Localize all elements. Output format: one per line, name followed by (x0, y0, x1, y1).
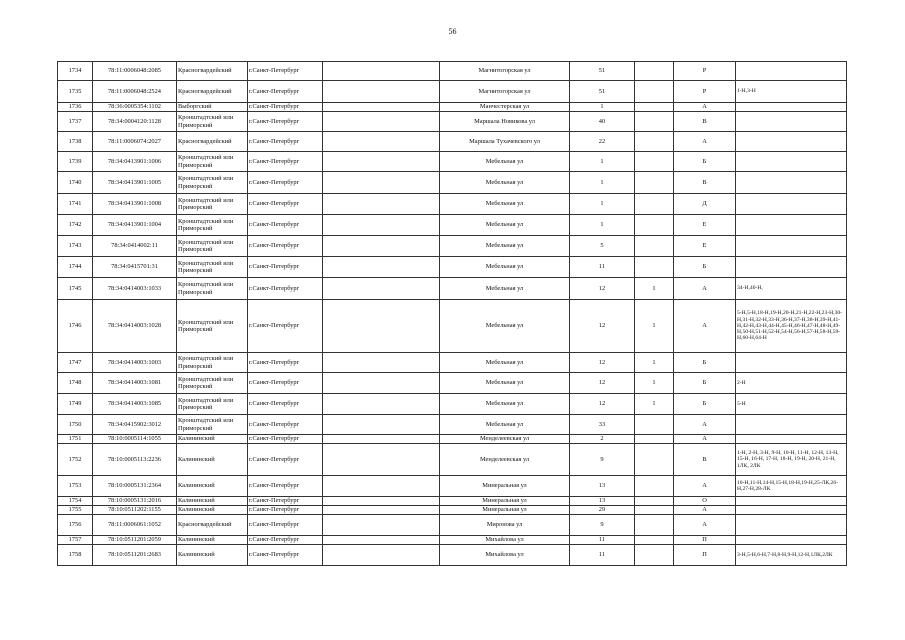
street-cell: Мебельная ул (440, 394, 570, 415)
cadastral-number-cell: 78:34:0415902:3012 (93, 415, 177, 435)
premises-cell (736, 506, 847, 515)
street-cell: Мебельная ул (440, 172, 570, 194)
table-row (58, 373, 847, 394)
registry-table-body (58, 62, 847, 566)
empty-cell (323, 415, 440, 435)
cadastral-number-cell: 78:10:0005131:2364 (93, 476, 177, 497)
building-number-cell (635, 497, 674, 506)
street-cell: Мебельная ул (440, 236, 570, 257)
premises-cell (736, 112, 847, 132)
house-number-cell: 11 (570, 536, 635, 545)
district-cell: Красногвардейский (177, 62, 248, 81)
empty-cell (323, 497, 440, 506)
empty-cell (323, 236, 440, 257)
building-number-cell (635, 545, 674, 566)
letter-cell: Б (674, 373, 736, 394)
building-number-cell (635, 476, 674, 497)
table-row (58, 152, 847, 172)
empty-cell (323, 353, 440, 373)
street-cell: Мебельная ул (440, 353, 570, 373)
district-cell: Кронштадтский или Приморский (177, 236, 248, 257)
cadastral-number-cell: 78:34:0413901:1005 (93, 172, 177, 194)
empty-cell (323, 373, 440, 394)
cadastral-number-cell: 78:34:0415701:31 (93, 257, 177, 278)
district-cell: Кронштадтский или Приморский (177, 112, 248, 132)
district-cell: Кронштадтский или Приморский (177, 152, 248, 172)
house-number-cell: 12 (570, 300, 635, 353)
city-cell: г.Санкт-Петербург (248, 515, 323, 536)
street-cell: Миронова ул (440, 515, 570, 536)
house-number-cell: 1 (570, 103, 635, 112)
premises-cell (736, 132, 847, 152)
city-cell: г.Санкт-Петербург (248, 257, 323, 278)
letter-cell: Д (674, 194, 736, 215)
empty-cell (323, 506, 440, 515)
city-cell: г.Санкт-Петербург (248, 394, 323, 415)
table-row (58, 435, 847, 444)
empty-cell (323, 103, 440, 112)
row-number-cell: 1743 (58, 236, 93, 257)
table-row (58, 353, 847, 373)
letter-cell: А (674, 476, 736, 497)
letter-cell: А (674, 132, 736, 152)
row-number-cell: 1735 (58, 81, 93, 103)
row-number-cell: 1744 (58, 257, 93, 278)
row-number-cell: 1747 (58, 353, 93, 373)
building-number-cell: 1 (635, 394, 674, 415)
district-cell: Кронштадтский или Приморский (177, 394, 248, 415)
cadastral-number-cell: 78:10:0511201:2683 (93, 545, 177, 566)
premises-cell (736, 353, 847, 373)
city-cell: г.Санкт-Петербург (248, 103, 323, 112)
district-cell: Кронштадтский или Приморский (177, 172, 248, 194)
building-number-cell (635, 444, 674, 476)
street-cell: Мебельная ул (440, 300, 570, 353)
row-number-cell: 1757 (58, 536, 93, 545)
district-cell: Калининский (177, 497, 248, 506)
building-number-cell (635, 81, 674, 103)
house-number-cell: 13 (570, 497, 635, 506)
building-number-cell (635, 415, 674, 435)
city-cell: г.Санкт-Петербург (248, 435, 323, 444)
premises-cell (736, 536, 847, 545)
letter-cell: В (674, 444, 736, 476)
district-cell: Калининский (177, 545, 248, 566)
table-row (58, 257, 847, 278)
letter-cell: А (674, 506, 736, 515)
street-cell: Мебельная ул (440, 215, 570, 236)
table-row (58, 536, 847, 545)
house-number-cell: 12 (570, 373, 635, 394)
city-cell: г.Санкт-Петербург (248, 536, 323, 545)
city-cell: г.Санкт-Петербург (248, 132, 323, 152)
table-row (58, 506, 847, 515)
row-number-cell: 1746 (58, 300, 93, 353)
letter-cell: Р (674, 81, 736, 103)
building-number-cell (635, 172, 674, 194)
letter-cell: А (674, 435, 736, 444)
building-number-cell (635, 62, 674, 81)
district-cell: Калининский (177, 444, 248, 476)
house-number-cell: 29 (570, 506, 635, 515)
building-number-cell: 1 (635, 300, 674, 353)
row-number-cell: 1742 (58, 215, 93, 236)
table-row (58, 415, 847, 435)
letter-cell: В (674, 172, 736, 194)
street-cell: Мебельная ул (440, 194, 570, 215)
house-number-cell: 13 (570, 476, 635, 497)
house-number-cell: 40 (570, 112, 635, 132)
building-number-cell (635, 215, 674, 236)
row-number-cell: 1755 (58, 506, 93, 515)
registry-table (57, 61, 847, 566)
cadastral-number-cell: 78:11:0006074:2027 (93, 132, 177, 152)
table-row (58, 300, 847, 353)
table-row (58, 194, 847, 215)
building-number-cell (635, 515, 674, 536)
cadastral-number-cell: 78:11:0006061:1052 (93, 515, 177, 536)
house-number-cell: 2 (570, 435, 635, 444)
district-cell: Красногвардейский (177, 132, 248, 152)
district-cell: Калининский (177, 476, 248, 497)
cadastral-number-cell: 78:11:0006048:2524 (93, 81, 177, 103)
building-number-cell (635, 112, 674, 132)
premises-cell (736, 236, 847, 257)
empty-cell (323, 536, 440, 545)
building-number-cell (635, 257, 674, 278)
letter-cell: Б (674, 394, 736, 415)
page-number: 56 (448, 27, 457, 36)
building-number-cell (635, 132, 674, 152)
house-number-cell: 12 (570, 278, 635, 300)
house-number-cell: 1 (570, 172, 635, 194)
house-number-cell: 1 (570, 152, 635, 172)
table-row (58, 444, 847, 476)
empty-cell (323, 215, 440, 236)
row-number-cell: 1739 (58, 152, 93, 172)
empty-cell (323, 435, 440, 444)
row-number-cell: 1741 (58, 194, 93, 215)
cadastral-number-cell: 78:34:0414003:1081 (93, 373, 177, 394)
city-cell: г.Санкт-Петербург (248, 300, 323, 353)
empty-cell (323, 81, 440, 103)
cadastral-number-cell: 78:10:0005131:2016 (93, 497, 177, 506)
city-cell: г.Санкт-Петербург (248, 62, 323, 81)
building-number-cell (635, 536, 674, 545)
empty-cell (323, 132, 440, 152)
row-number-cell: 1734 (58, 62, 93, 81)
cadastral-number-cell: 78:11:0006048:2085 (93, 62, 177, 81)
building-number-cell (635, 194, 674, 215)
cadastral-number-cell: 78:34:0413901:1008 (93, 194, 177, 215)
street-cell: Михайлова ул (440, 545, 570, 566)
premises-cell (736, 497, 847, 506)
house-number-cell: 11 (570, 257, 635, 278)
district-cell: Кронштадтский или Приморский (177, 373, 248, 394)
empty-cell (323, 476, 440, 497)
table-row (58, 103, 847, 112)
city-cell: г.Санкт-Петербург (248, 112, 323, 132)
empty-cell (323, 152, 440, 172)
premises-cell: 1-Н, 2-Н, 3-Н, 9-Н, 10-Н, 11-Н, 12-Н, 13-Н, 15-Н, 16-Н, 17-Н, 18-Н, 19-Н, 20-Н, 21-Н, 1ЛК, 2ЛК (736, 444, 847, 476)
city-cell: г.Санкт-Петербург (248, 497, 323, 506)
street-cell: Мебельная ул (440, 278, 570, 300)
table-row (58, 278, 847, 300)
city-cell: г.Санкт-Петербург (248, 278, 323, 300)
cadastral-number-cell: 78:10:0511201:2059 (93, 536, 177, 545)
row-number-cell: 1737 (58, 112, 93, 132)
street-cell: Мебельная ул (440, 373, 570, 394)
premises-cell (736, 194, 847, 215)
table-row (58, 112, 847, 132)
empty-cell (323, 300, 440, 353)
cadastral-number-cell: 78:34:0414002:11 (93, 236, 177, 257)
district-cell: Кронштадтский или Приморский (177, 215, 248, 236)
empty-cell (323, 257, 440, 278)
cadastral-number-cell: 78:10:0511202:1155 (93, 506, 177, 515)
premises-cell (736, 172, 847, 194)
cadastral-number-cell: 78:34:0414003:1028 (93, 300, 177, 353)
row-number-cell: 1740 (58, 172, 93, 194)
letter-cell: Б (674, 152, 736, 172)
district-cell: Калининский (177, 506, 248, 515)
house-number-cell: 12 (570, 394, 635, 415)
building-number-cell: 1 (635, 373, 674, 394)
street-cell: Михайлова ул (440, 536, 570, 545)
city-cell: г.Санкт-Петербург (248, 152, 323, 172)
street-cell: Манчестерская ул (440, 103, 570, 112)
district-cell: Кронштадтский или Приморский (177, 415, 248, 435)
house-number-cell: 1 (570, 215, 635, 236)
house-number-cell: 5 (570, 236, 635, 257)
house-number-cell: 33 (570, 415, 635, 435)
table-row (58, 81, 847, 103)
letter-cell: Б (674, 257, 736, 278)
table-row (58, 132, 847, 152)
city-cell: г.Санкт-Петербург (248, 476, 323, 497)
city-cell: г.Санкт-Петербург (248, 215, 323, 236)
house-number-cell: 22 (570, 132, 635, 152)
district-cell: Калининский (177, 536, 248, 545)
premises-cell (736, 215, 847, 236)
building-number-cell (635, 236, 674, 257)
city-cell: г.Санкт-Петербург (248, 81, 323, 103)
premises-cell (736, 415, 847, 435)
letter-cell: В (674, 112, 736, 132)
letter-cell: Е (674, 215, 736, 236)
table-row (58, 394, 847, 415)
district-cell: Кронштадтский или Приморский (177, 257, 248, 278)
district-cell: Выборгский (177, 103, 248, 112)
row-number-cell: 1752 (58, 444, 93, 476)
district-cell: Красногвардейский (177, 81, 248, 103)
row-number-cell: 1745 (58, 278, 93, 300)
letter-cell: А (674, 103, 736, 112)
premises-cell: 2-Н (736, 373, 847, 394)
city-cell: г.Санкт-Петербург (248, 353, 323, 373)
street-cell: Маршала Тухачевского ул (440, 132, 570, 152)
building-number-cell (635, 103, 674, 112)
district-cell: Кронштадтский или Приморский (177, 300, 248, 353)
empty-cell (323, 515, 440, 536)
house-number-cell: 12 (570, 353, 635, 373)
letter-cell: А (674, 415, 736, 435)
cadastral-number-cell: 78:10:0005113:2236 (93, 444, 177, 476)
premises-cell (736, 435, 847, 444)
premises-cell: 1-Н,3-Н (736, 81, 847, 103)
table-row (58, 215, 847, 236)
table-row (58, 515, 847, 536)
premises-cell (736, 257, 847, 278)
cadastral-number-cell: 78:34:0414003:1003 (93, 353, 177, 373)
house-number-cell: 1 (570, 194, 635, 215)
empty-cell (323, 394, 440, 415)
premises-cell: 5-Н,5-Н,18-Н,19-Н,20-Н,21-Н,22-Н,23-Н,30-Н,31-Н,32-Н,33-Н,36-Н,37-Н,38-Н,39-Н,41-Н,42-Н,43-Н,44-Н,45-Н,46-Н,47-Н,48-Н,49-Н,50-Н,51-Н,52-Н,54-Н,56-Н,57-Н,58-Н,59-Н,60-Н,64-Н (736, 300, 847, 353)
city-cell: г.Санкт-Петербург (248, 373, 323, 394)
street-cell: Магнитогорская ул (440, 62, 570, 81)
city-cell: г.Санкт-Петербург (248, 415, 323, 435)
premises-cell: 10-Н,11-Н,14-Н,15-Н,18-Н,19-Н,25-ЛК,26-Н,27-Н,28-ЛК (736, 476, 847, 497)
table-row (58, 545, 847, 566)
building-number-cell (635, 506, 674, 515)
empty-cell (323, 112, 440, 132)
letter-cell: Е (674, 236, 736, 257)
district-cell: Калининский (177, 435, 248, 444)
empty-cell (323, 194, 440, 215)
premises-cell (736, 62, 847, 81)
city-cell: г.Санкт-Петербург (248, 236, 323, 257)
cadastral-number-cell: 78:34:0413901:1006 (93, 152, 177, 172)
district-cell: Кронштадтский или Приморский (177, 353, 248, 373)
building-number-cell: 1 (635, 278, 674, 300)
empty-cell (323, 62, 440, 81)
cadastral-number-cell: 78:34:0414003:1085 (93, 394, 177, 415)
letter-cell: П (674, 536, 736, 545)
premises-cell: 3-Н,5-Н,6-Н,7-Н,8-Н,9-Н,12-Н,1ЛК,2ЛК (736, 545, 847, 566)
row-number-cell: 1738 (58, 132, 93, 152)
cadastral-number-cell: 78:34:0004120:1128 (93, 112, 177, 132)
city-cell: г.Санкт-Петербург (248, 545, 323, 566)
street-cell: Мебельная ул (440, 415, 570, 435)
premises-cell: 34-Н,40-Н, (736, 278, 847, 300)
letter-cell: П (674, 545, 736, 566)
premises-cell (736, 515, 847, 536)
table-row (58, 62, 847, 81)
house-number-cell: 51 (570, 81, 635, 103)
house-number-cell: 11 (570, 545, 635, 566)
cadastral-number-cell: 78:34:0414003:1033 (93, 278, 177, 300)
table-row (58, 476, 847, 497)
cadastral-number-cell: 78:34:0413901:1004 (93, 215, 177, 236)
district-cell: Кронштадтский или Приморский (177, 278, 248, 300)
building-number-cell (635, 435, 674, 444)
house-number-cell: 9 (570, 515, 635, 536)
table-row (58, 497, 847, 506)
street-cell: Минеральная ул (440, 506, 570, 515)
row-number-cell: 1750 (58, 415, 93, 435)
table-row (58, 172, 847, 194)
letter-cell: А (674, 278, 736, 300)
street-cell: Минеральная ул (440, 476, 570, 497)
cadastral-number-cell: 78:36:0005354:1102 (93, 103, 177, 112)
row-number-cell: 1751 (58, 435, 93, 444)
district-cell: Красногвардейский (177, 515, 248, 536)
house-number-cell: 51 (570, 62, 635, 81)
row-number-cell: 1756 (58, 515, 93, 536)
row-number-cell: 1758 (58, 545, 93, 566)
building-number-cell: 1 (635, 353, 674, 373)
row-number-cell: 1749 (58, 394, 93, 415)
street-cell: Магнитогорская ул (440, 81, 570, 103)
street-cell: Маршала Новикова ул (440, 112, 570, 132)
street-cell: Мебельная ул (440, 152, 570, 172)
premises-cell (736, 152, 847, 172)
premises-cell: 5-Н (736, 394, 847, 415)
street-cell: Менделеевская ул (440, 444, 570, 476)
letter-cell: Б (674, 353, 736, 373)
city-cell: г.Санкт-Петербург (248, 194, 323, 215)
table-row (58, 236, 847, 257)
letter-cell: А (674, 515, 736, 536)
premises-cell (736, 103, 847, 112)
empty-cell (323, 172, 440, 194)
letter-cell: О (674, 497, 736, 506)
empty-cell (323, 278, 440, 300)
empty-cell (323, 444, 440, 476)
empty-cell (323, 545, 440, 566)
city-cell: г.Санкт-Петербург (248, 506, 323, 515)
row-number-cell: 1753 (58, 476, 93, 497)
letter-cell: А (674, 300, 736, 353)
district-cell: Кронштадтский или Приморский (177, 194, 248, 215)
street-cell: Менделеевская ул (440, 435, 570, 444)
street-cell: Мебельная ул (440, 257, 570, 278)
city-cell: г.Санкт-Петербург (248, 172, 323, 194)
city-cell: г.Санкт-Петербург (248, 444, 323, 476)
street-cell: Минеральная ул (440, 497, 570, 506)
row-number-cell: 1736 (58, 103, 93, 112)
row-number-cell: 1754 (58, 497, 93, 506)
row-number-cell: 1748 (58, 373, 93, 394)
house-number-cell: 9 (570, 444, 635, 476)
letter-cell: Р (674, 62, 736, 81)
cadastral-number-cell: 78:10:0005114:1055 (93, 435, 177, 444)
building-number-cell (635, 152, 674, 172)
